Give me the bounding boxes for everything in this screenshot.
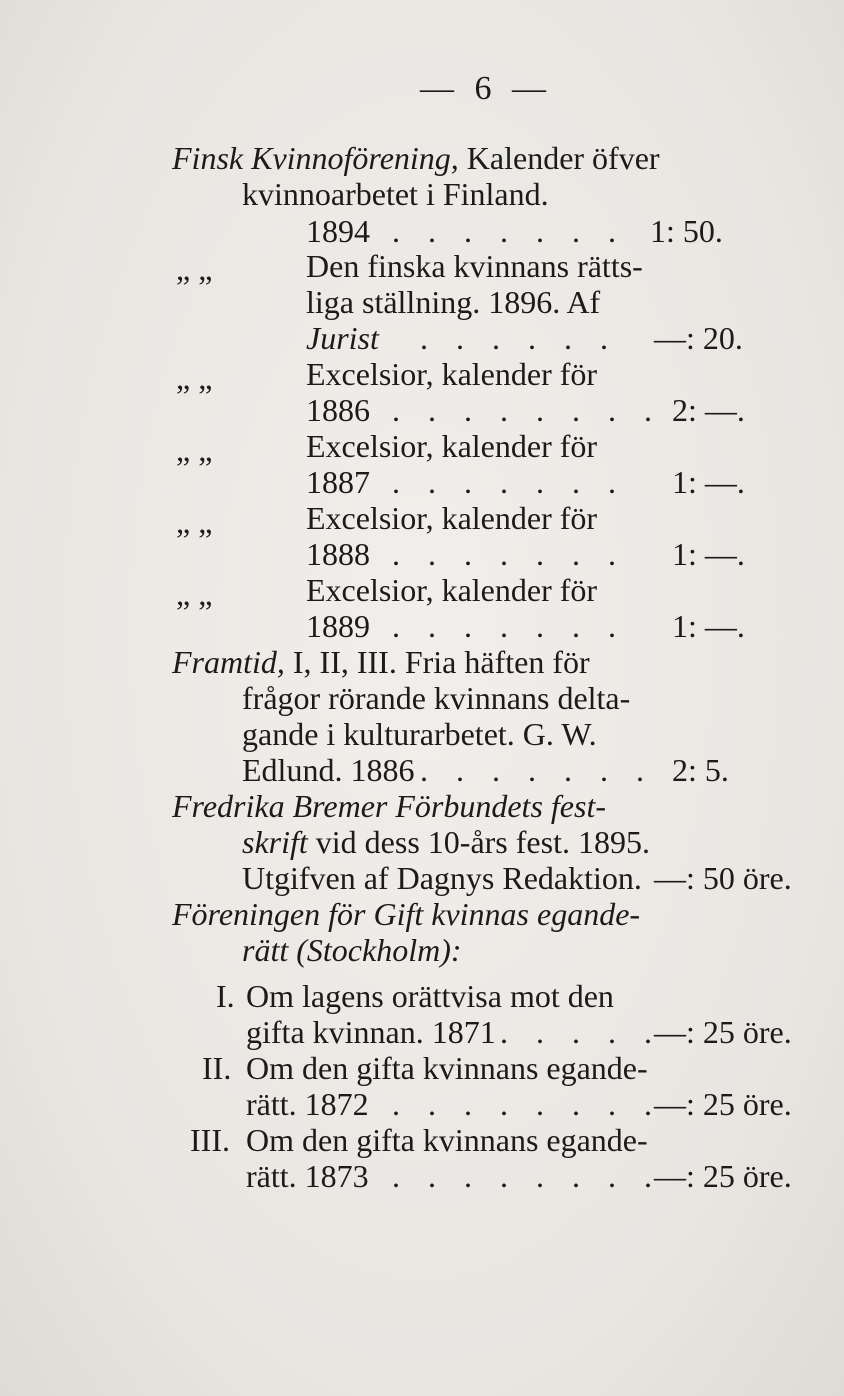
entry-price: 1: —. xyxy=(672,608,745,644)
entry-title: rätt (Stockholm): xyxy=(242,932,462,968)
entry-text: I, II, III. Fria häften för xyxy=(292,644,590,680)
page-number: — 6 — xyxy=(420,70,552,107)
entry-line: frågor rörande kvinnans delta- xyxy=(242,680,631,716)
entry-line: gande i kulturarbetet. G. W. xyxy=(242,716,597,752)
leader-dots: . . . . . . . . xyxy=(392,392,662,428)
entry-year: 1888 xyxy=(306,536,370,572)
roman-numeral: III. xyxy=(190,1122,230,1158)
entry-line: Excelsior, kalender för xyxy=(306,500,598,536)
entry-title: Jurist xyxy=(306,320,379,356)
ditto-marks: „ „ xyxy=(176,432,213,468)
entry-price: —: 50 öre. xyxy=(654,860,792,896)
entry-title: Finsk Kvinnoförening, xyxy=(172,140,459,176)
entry-line: Den finska kvinnans rätts- xyxy=(306,248,643,284)
entry-line: kvinnoarbetet i Finland. xyxy=(242,176,549,212)
leader-dots: . . . . . . . xyxy=(392,536,626,572)
leader-dots: . . . . . . . . xyxy=(392,1086,662,1122)
ditto-marks: „ „ xyxy=(176,504,213,540)
entry-line: Excelsior, kalender för xyxy=(306,572,598,608)
entry-year: gifta kvinnan. 1871 xyxy=(246,1014,496,1050)
entry-year: rätt. 1872 xyxy=(246,1086,369,1122)
entry-line xyxy=(172,642,590,682)
roman-numeral: II. xyxy=(202,1050,232,1086)
leader-dots: . . . . . xyxy=(500,1014,662,1050)
leader-dots: . . . . . . . xyxy=(392,608,626,644)
entry-text: vid dess 10-års fest. 1895. xyxy=(315,824,650,860)
entry-line: liga ställning. 1896. Af xyxy=(306,284,601,320)
roman-numeral: I. xyxy=(216,978,235,1014)
entry-year: Edlund. 1886 xyxy=(242,752,415,788)
entry-line xyxy=(242,822,650,862)
leader-dots: . . . . . . xyxy=(420,320,618,356)
entry-line: Om lagens orättvisa mot den xyxy=(246,978,614,1014)
entry-price: 2: —. xyxy=(672,392,745,428)
entry-line: Om den gifta kvinnans egande- xyxy=(246,1122,648,1158)
entry-year: 1889 xyxy=(306,608,370,644)
entry-title: Fredrika Bremer Förbundets fest- xyxy=(172,788,606,824)
leader-dots: . . . . . . . xyxy=(392,213,626,249)
entry-price: —: 25 öre. xyxy=(654,1014,792,1050)
ditto-marks: „ „ xyxy=(176,360,213,396)
entry-price: —: 25 öre. xyxy=(654,1158,792,1194)
entry-year: 1886 xyxy=(306,392,370,428)
entry-price: 1: 50. xyxy=(650,213,723,249)
entry-year: rätt. 1873 xyxy=(246,1158,369,1194)
ditto-marks: „ „ xyxy=(176,576,213,612)
entry-line: Utgifven af Dagnys Redaktion. xyxy=(242,860,642,896)
entry-year: 1887 xyxy=(306,464,370,500)
entry-line: Om den gifta kvinnans egande- xyxy=(246,1050,648,1086)
entry-title: Föreningen för Gift kvinnas egande- xyxy=(172,896,641,932)
entry-year: 1894 xyxy=(306,213,370,249)
leader-dots: . . . . . . . xyxy=(392,464,626,500)
entry-text: Kalender öfver xyxy=(466,140,660,176)
ditto-marks: „ „ xyxy=(176,251,213,287)
entry-title: skrift xyxy=(242,824,308,860)
entry-line: Excelsior, kalender för xyxy=(306,428,598,464)
entry-price: —: 20. xyxy=(654,320,743,356)
leader-dots: . . . . . . . . xyxy=(392,1158,662,1194)
entry-price: 2: 5. xyxy=(672,752,729,788)
entry-title: Framtid, xyxy=(172,644,285,680)
entry-price: 1: —. xyxy=(672,536,745,572)
entry-price: —: 25 öre. xyxy=(654,1086,792,1122)
leader-dots: . . . . . . . xyxy=(420,752,654,788)
entry-line: Excelsior, kalender för xyxy=(306,356,598,392)
entry-line xyxy=(172,138,660,178)
entry-price: 1: —. xyxy=(672,464,745,500)
